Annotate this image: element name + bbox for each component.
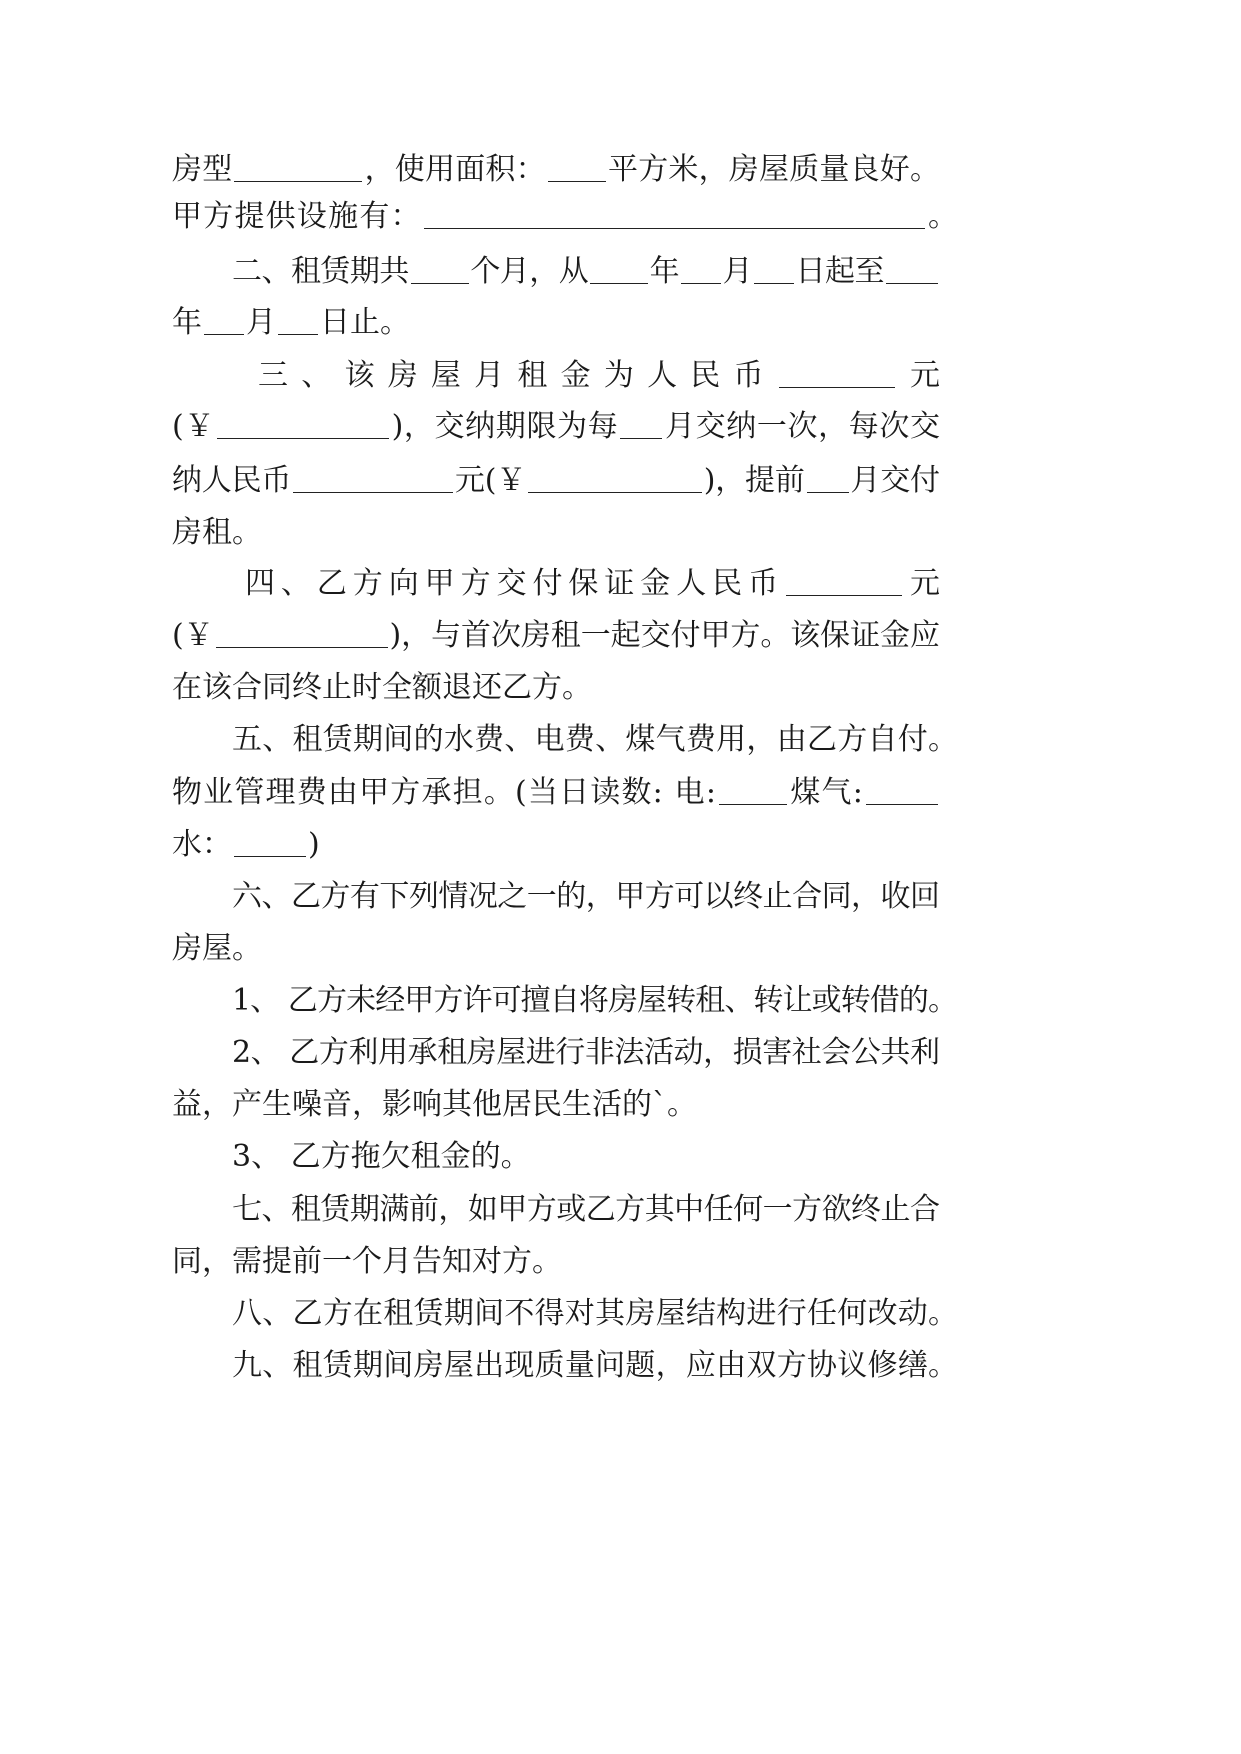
text-segment: 。 — [928, 199, 960, 234]
text-line — [0, 143, 1241, 197]
text-line — [0, 1130, 1241, 1184]
text-line — [0, 400, 1241, 454]
text-segment: 1、 乙方未经甲方许可擅自将房屋转租、转让或转借的。 — [232, 983, 958, 1018]
fill-in-blank — [528, 492, 702, 493]
text-segment: (￥ — [172, 409, 215, 444]
text-line — [0, 1287, 1241, 1341]
text-line — [0, 349, 1241, 403]
text-segment: 物业管理费由甲方承担。(当日读数: 电: — [172, 775, 718, 810]
text-line — [0, 1235, 1241, 1289]
text-segment: 2、 乙方利用承租房屋进行非法活动，损害社会公共利 — [232, 1035, 940, 1070]
text-segment: 水： — [172, 827, 232, 862]
text-line — [0, 296, 1241, 350]
text-segment: 月 — [246, 305, 276, 340]
text-line — [0, 245, 1241, 299]
text-segment: 月 — [722, 254, 753, 289]
fill-in-blank — [204, 334, 244, 335]
text-segment: 四、乙方向甲方交付保证金人民币 — [245, 566, 785, 601]
text-segment: 益，产生噪音，影响其他居民生活的`。 — [172, 1087, 697, 1122]
text-line — [0, 661, 1241, 715]
fill-in-blank — [786, 595, 902, 596]
text-line — [0, 190, 1241, 244]
text-segment: )，与首次房租一起交付甲方。该保证金应 — [389, 618, 940, 653]
text-segment: 在该合同终止时全额退还乙方。 — [172, 670, 592, 705]
text-line — [0, 922, 1241, 976]
text-segment: 六、乙方有下列情况之一的，甲方可以终止合同，收回 — [232, 879, 940, 914]
text-line — [0, 1026, 1241, 1080]
fill-in-blank — [620, 438, 662, 439]
text-segment: )，交纳期限为每 — [391, 409, 619, 444]
text-segment: 月交付 — [850, 463, 940, 498]
fill-in-blank — [234, 181, 362, 182]
text-segment: 个月，从 — [470, 254, 589, 289]
fill-in-blank — [807, 492, 849, 493]
text-line — [0, 1183, 1241, 1237]
fill-in-blank — [886, 283, 938, 284]
fill-in-blank — [548, 181, 606, 182]
text-line — [0, 454, 1241, 508]
text-line — [0, 1339, 1241, 1393]
text-line — [0, 609, 1241, 663]
text-segment: (￥ — [172, 618, 214, 653]
text-segment: 二、租赁期共 — [232, 254, 409, 289]
text-segment: 同，需提前一个月告知对方。 — [172, 1244, 562, 1279]
text-segment: 年 — [649, 254, 680, 289]
text-segment: 甲方提供设施有： — [172, 199, 422, 234]
text-segment: 七、租赁期满前，如甲方或乙方其中任何一方欲终止合 — [232, 1192, 940, 1227]
fill-in-blank — [681, 283, 721, 284]
text-segment: 年 — [172, 305, 202, 340]
text-segment: 3、 乙方拖欠租金的。 — [232, 1139, 531, 1174]
text-segment: )，提前 — [703, 463, 805, 498]
text-line — [0, 1078, 1241, 1132]
fill-in-blank — [779, 387, 895, 388]
text-segment: 八、乙方在租赁期间不得对其房屋结构进行任何改动。 — [232, 1296, 959, 1331]
text-line — [0, 766, 1241, 820]
text-segment: 房租。 — [172, 515, 262, 550]
fill-in-blank — [866, 804, 938, 805]
text-line — [0, 870, 1241, 924]
text-segment: 房屋。 — [172, 931, 262, 966]
fill-in-blank — [590, 283, 648, 284]
fill-in-blank — [216, 647, 388, 648]
text-segment: 九、租赁期间房屋出现质量问题，应由双方协议修缮。 — [232, 1348, 959, 1383]
text-segment: 纳人民币 — [172, 463, 292, 498]
text-segment: ) — [308, 827, 320, 862]
text-segment: 平方米，房屋质量良好。 — [608, 152, 941, 187]
fill-in-blank — [278, 334, 318, 335]
text-segment: ，使用面积： — [364, 152, 546, 187]
text-segment: 五、租赁期间的水费、电费、煤气费用，由乙方自付。 — [232, 722, 959, 757]
text-segment: 三、该房屋月租金为人民币 — [258, 358, 777, 393]
fill-in-blank — [234, 856, 306, 857]
fill-in-blank — [217, 438, 389, 439]
fill-in-blank — [719, 804, 787, 805]
text-segment: 月交纳一次，每次交 — [664, 409, 941, 444]
fill-in-blank — [293, 492, 453, 493]
text-segment: 煤气: — [790, 775, 864, 810]
text-line — [0, 974, 1241, 1028]
fill-in-blank — [411, 283, 469, 284]
text-segment: 日起至 — [795, 254, 884, 289]
text-segment: 元 — [910, 358, 954, 393]
text-line — [0, 506, 1241, 560]
text-line — [0, 557, 1241, 611]
text-segment: 日止。 — [320, 305, 410, 340]
text-line — [0, 818, 1241, 872]
fill-in-blank — [754, 283, 794, 284]
text-line — [0, 713, 1241, 767]
fill-in-blank — [424, 228, 925, 229]
text-segment: 房型 — [172, 152, 233, 187]
text-segment: 元(￥ — [454, 463, 526, 498]
text-segment: 元 — [910, 566, 946, 601]
